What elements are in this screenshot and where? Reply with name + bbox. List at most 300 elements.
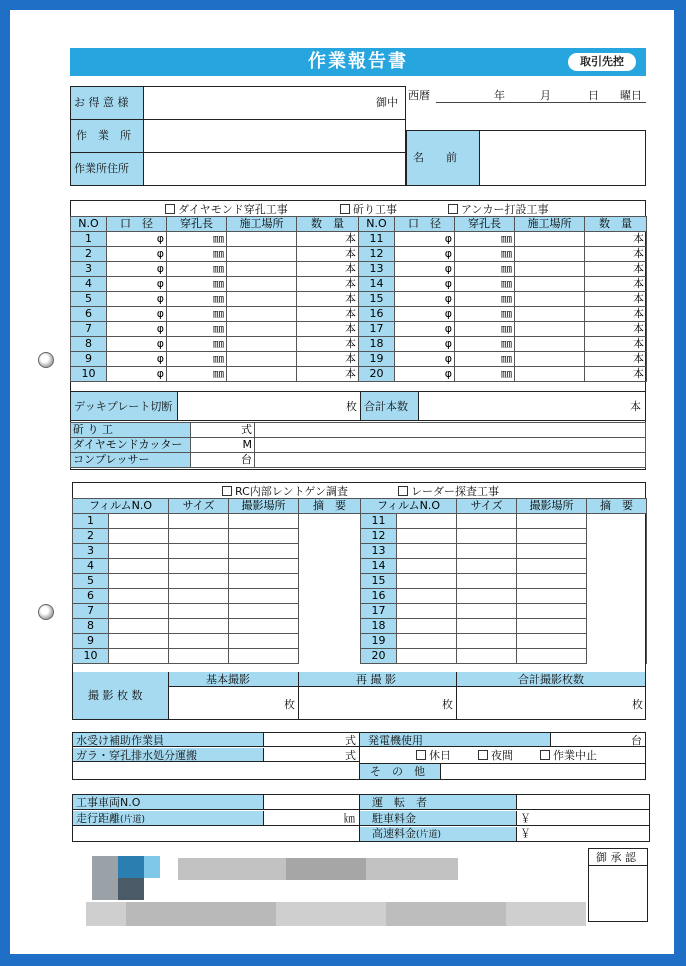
xray-table-row [73,649,647,664]
drill-row-number: 16 [359,307,395,322]
xray-film-field[interactable] [397,589,457,604]
drill-row-number: 12 [359,247,395,262]
xray-note-field[interactable] [587,649,647,664]
binder-hole-icon [38,604,54,620]
customer-suffix: 御中 [376,96,398,109]
checkbox-icon [398,486,408,496]
address-field[interactable] [143,153,405,185]
drill-column-header: 施工場所 [227,217,297,232]
xray-location-field[interactable] [229,589,299,604]
xray-size-field[interactable] [457,544,517,559]
drill-location-field[interactable] [227,292,297,307]
flag-night[interactable]: 夜間 [478,750,513,761]
car-label: 工事車両N.O [76,796,141,809]
drill-location-field[interactable] [227,307,297,322]
drill-location-field[interactable] [515,307,585,322]
drill-table-row [71,277,647,292]
drill-column-header: 施工場所 [515,217,585,232]
car-field[interactable] [263,795,359,810]
deck-field[interactable] [177,392,360,420]
drill-location-field[interactable] [515,277,585,292]
drill-table-row [71,322,647,337]
xray-row-number: 4 [73,559,109,574]
xray-film-field[interactable] [109,649,169,664]
xray-film-field[interactable] [397,544,457,559]
drill-table-header [71,217,647,232]
drill-location-field[interactable] [515,367,585,382]
drill-quantity-field[interactable]: 本 [297,247,359,262]
checkbox-icon [448,204,458,214]
drill-depth-field[interactable]: ㎜ [455,262,515,277]
xray-size-field[interactable] [169,619,229,634]
xray-size-field[interactable] [457,649,517,664]
drill-quantity-field[interactable]: 本 [297,292,359,307]
xray-size-field[interactable] [457,529,517,544]
drill-table-row [71,352,647,367]
xray-table-row [73,544,647,559]
xray-table-row [73,619,647,634]
drill-quantity-field[interactable]: 本 [585,262,647,277]
deck-label: デッキプレート切断 [74,400,173,413]
xray-note-field[interactable] [299,619,361,634]
xray-note-field[interactable] [299,589,361,604]
approval-label: 御 承 認 [596,851,636,864]
flag-stopped[interactable]: 作業中止 [540,750,597,761]
company-logo-blurred [86,848,586,928]
checkbox-icon [540,750,550,760]
drill-diameter-field[interactable]: φ [395,352,455,367]
drill-depth-field[interactable]: ㎜ [167,367,227,382]
checkbox-icon [222,486,232,496]
xray-size-field[interactable] [457,634,517,649]
drill-quantity-field[interactable]: 本 [585,277,647,292]
drill-depth-field[interactable]: ㎜ [455,307,515,322]
xray-location-field[interactable] [517,634,587,649]
drill-quantity-field[interactable]: 本 [585,337,647,352]
total-field[interactable] [418,392,645,420]
parking-yen: ￥ [520,812,531,825]
drill-row-number: 4 [71,277,107,292]
shot-total-field[interactable] [457,688,645,718]
customer-field[interactable] [143,87,405,119]
xray-note-field[interactable] [587,544,647,559]
drill-depth-field[interactable]: ㎜ [455,232,515,247]
xray-note-field[interactable] [587,589,647,604]
drill-depth-field[interactable]: ㎜ [167,277,227,292]
drill-diameter-field[interactable]: φ [395,262,455,277]
drill-location-field[interactable] [515,322,585,337]
drill-depth-field[interactable]: ㎜ [167,232,227,247]
xray-row-number: 14 [361,559,397,574]
xray-note-field[interactable] [587,529,647,544]
drill-table-row [71,292,647,307]
drill-depth-field[interactable]: ㎜ [167,337,227,352]
xray-row-number: 13 [361,544,397,559]
drill-option-diamond[interactable]: ダイヤモンド穿孔工事 [165,204,288,215]
xray-note-field[interactable] [587,559,647,574]
xray-location-field[interactable] [517,529,587,544]
xray-location-field[interactable] [229,514,299,529]
drill-depth-field[interactable]: ㎜ [167,307,227,322]
highway-field[interactable] [516,827,649,841]
drill-diameter-field[interactable]: φ [107,322,167,337]
drill-table-row [71,367,647,382]
shot-retake-label: 再 撮 影 [356,673,396,686]
xray-size-field[interactable] [457,604,517,619]
xray-table-row [73,589,647,604]
xray-location-field[interactable] [229,649,299,664]
drill-row-number: 6 [71,307,107,322]
xray-row-number: 20 [361,649,397,664]
xray-size-field[interactable] [169,649,229,664]
xray-film-field[interactable] [397,574,457,589]
drill-table-row [71,262,647,277]
xray-option-radar[interactable]: レーダー探査工事 [398,486,499,497]
xray-column-header: フィルムN.O [73,499,169,514]
drill-location-field[interactable] [515,352,585,367]
xray-size-field[interactable] [169,559,229,574]
drill-diameter-field[interactable]: φ [107,277,167,292]
drill-column-header: 口 径 [395,217,455,232]
water-label: 水受け補助作業員 [76,734,164,747]
extra-label: 斫 り 工 [71,423,191,438]
xray-row-number: 17 [361,604,397,619]
drill-quantity-field[interactable]: 本 [297,322,359,337]
xray-location-field[interactable] [229,559,299,574]
name-field[interactable] [479,131,645,185]
drill-diameter-field[interactable]: φ [107,247,167,262]
shot-total-label: 合計撮影枚数 [518,673,584,686]
drill-quantity-field[interactable]: 本 [585,322,647,337]
drill-depth-field[interactable]: ㎜ [455,322,515,337]
xray-note-field[interactable] [299,559,361,574]
drill-column-header: 穿孔長 [167,217,227,232]
drill-location-field[interactable] [515,292,585,307]
address-label: 作業所住所 [74,162,129,175]
highway-yen: ￥ [520,827,531,840]
xray-row-number: 5 [73,574,109,589]
drill-diameter-field[interactable]: φ [107,292,167,307]
date-era: 西暦 [408,89,430,102]
xray-location-field[interactable] [229,574,299,589]
xray-film-field[interactable] [397,529,457,544]
xray-size-field[interactable] [457,619,517,634]
xray-row-number: 2 [73,529,109,544]
xray-size-field[interactable] [457,574,517,589]
debris-unit: 式 [345,749,356,762]
page-title: 作業報告書 [308,51,408,72]
drill-depth-field[interactable]: ㎜ [167,247,227,262]
drill-depth-field[interactable]: ㎜ [455,277,515,292]
xray-film-field[interactable] [109,634,169,649]
drill-row-number: 13 [359,262,395,277]
drill-quantity-field[interactable]: 本 [297,337,359,352]
drill-depth-field[interactable]: ㎜ [455,247,515,262]
other-field[interactable] [440,764,645,779]
xray-size-field[interactable] [169,634,229,649]
xray-location-field[interactable] [517,559,587,574]
drill-diameter-field[interactable]: φ [395,307,455,322]
drill-diameter-field[interactable]: φ [107,232,167,247]
drill-location-field[interactable] [515,337,585,352]
drill-column-header: 数 量 [297,217,359,232]
xray-size-field[interactable] [169,514,229,529]
xray-film-field[interactable] [109,529,169,544]
extra-unit[interactable]: M [191,438,255,453]
drill-depth-field[interactable]: ㎜ [167,352,227,367]
date-day: 日 [588,89,599,102]
drill-table [70,216,647,382]
xray-row-number: 10 [73,649,109,664]
drill-location-field[interactable] [227,277,297,292]
date-month: 月 [540,89,551,102]
customer-label: お 得 意 様 [74,96,129,109]
xray-size-field[interactable] [169,604,229,619]
drill-quantity-field[interactable]: 本 [297,277,359,292]
drill-table-row [71,232,647,247]
drill-row-number: 9 [71,352,107,367]
drill-row-number: 2 [71,247,107,262]
drill-diameter-field[interactable]: φ [107,262,167,277]
drill-location-field[interactable] [227,337,297,352]
xray-film-field[interactable] [109,604,169,619]
checkbox-icon [165,204,175,214]
drill-row-number: 15 [359,292,395,307]
drill-depth-field[interactable]: ㎜ [167,322,227,337]
drill-depth-field[interactable]: ㎜ [455,292,515,307]
xray-film-field[interactable] [109,559,169,574]
drill-table-row [71,337,647,352]
extra-unit[interactable]: 台 [191,453,255,468]
distance-unit: ㎞ [344,812,355,825]
shot-retake-field[interactable] [299,688,456,718]
drill-row-number: 11 [359,232,395,247]
xray-row-number: 9 [73,634,109,649]
drill-diameter-field[interactable]: φ [395,322,455,337]
drill-quantity-field[interactable]: 本 [297,367,359,382]
xray-note-field[interactable] [587,619,647,634]
xray-size-field[interactable] [169,589,229,604]
xray-size-field[interactable] [169,544,229,559]
drill-depth-field[interactable]: ㎜ [455,352,515,367]
drill-row-number: 8 [71,337,107,352]
checkbox-icon [340,204,350,214]
xray-row-number: 11 [361,514,397,529]
xray-location-field[interactable] [229,544,299,559]
drill-location-field[interactable] [227,352,297,367]
xray-location-field[interactable] [517,514,587,529]
xray-note-field[interactable] [587,604,647,619]
parking-label: 駐車料金 [372,812,416,825]
drill-diameter-field[interactable]: φ [395,232,455,247]
drill-column-header: N.O [71,217,107,232]
drill-row-number: 3 [71,262,107,277]
xray-column-header: 摘 要 [587,499,647,514]
xray-column-header: フィルムN.O [361,499,457,514]
drill-quantity-field[interactable]: 本 [585,232,647,247]
xray-note-field[interactable] [587,514,647,529]
drill-quantity-field[interactable]: 本 [297,307,359,322]
other-label: そ の 他 [370,765,425,778]
xray-row-number: 8 [73,619,109,634]
xray-column-header: サイズ [457,499,517,514]
drill-quantity-field[interactable]: 本 [585,247,647,262]
xray-table-row [73,604,647,619]
drill-row-number: 14 [359,277,395,292]
xray-film-field[interactable] [397,619,457,634]
drill-row-number: 17 [359,322,395,337]
extras-row [71,423,646,438]
xray-note-field[interactable] [299,634,361,649]
drill-diameter-field[interactable]: φ [107,307,167,322]
drill-row-number: 10 [71,367,107,382]
drill-column-header: 口 径 [107,217,167,232]
drill-row-number: 18 [359,337,395,352]
xray-note-field[interactable] [587,574,647,589]
drill-depth-field[interactable]: ㎜ [455,337,515,352]
xray-location-field[interactable] [517,574,587,589]
drill-quantity-field[interactable]: 本 [585,367,647,382]
xray-table-row [73,559,647,574]
xray-location-field[interactable] [517,604,587,619]
drill-depth-field[interactable]: ㎜ [167,292,227,307]
xray-table-row [73,529,647,544]
extra-value-field[interactable] [255,438,646,453]
xray-row-number: 12 [361,529,397,544]
xray-note-field[interactable] [299,604,361,619]
drill-location-field[interactable] [227,367,297,382]
date-weekday: 曜日 [620,89,642,102]
drill-diameter-field[interactable]: φ [107,337,167,352]
xray-film-field[interactable] [109,544,169,559]
site-field[interactable] [143,120,405,152]
xray-row-number: 19 [361,634,397,649]
water-unit: 式 [345,734,356,747]
xray-location-field[interactable] [229,604,299,619]
drill-location-field[interactable] [515,262,585,277]
xray-table-header [73,499,647,514]
shot-retake-unit: 枚 [442,698,453,711]
drill-location-field[interactable] [227,247,297,262]
xray-film-field[interactable] [109,514,169,529]
drill-column-header: 穿孔長 [455,217,515,232]
drill-diameter-field[interactable]: φ [107,352,167,367]
drill-quantity-field[interactable]: 本 [297,262,359,277]
drill-column-header: N.O [359,217,395,232]
xray-size-field[interactable] [169,574,229,589]
total-label: 合計本数 [364,400,408,413]
drill-location-field[interactable] [227,262,297,277]
drill-diameter-field[interactable]: φ [395,247,455,262]
drill-column-header: 数 量 [585,217,647,232]
xray-film-field[interactable] [397,649,457,664]
approval-stamp-field[interactable] [589,866,647,921]
extras-row [71,438,646,453]
xray-row-number: 18 [361,619,397,634]
xray-location-field[interactable] [229,634,299,649]
xray-film-field[interactable] [397,634,457,649]
drill-diameter-field[interactable]: φ [395,292,455,307]
shot-basic-field[interactable] [170,688,298,718]
driver-field[interactable] [516,795,649,810]
xray-note-field[interactable] [299,649,361,664]
checkbox-icon [478,750,488,760]
xray-film-field[interactable] [397,604,457,619]
extras-row [71,453,646,468]
xray-film-field[interactable] [109,619,169,634]
shot-basic-unit: 枚 [284,698,295,711]
xray-location-field[interactable] [229,619,299,634]
drill-location-field[interactable] [515,247,585,262]
drill-diameter-field[interactable]: φ [107,367,167,382]
drill-depth-field[interactable]: ㎜ [167,262,227,277]
xray-option-rc[interactable]: RC内部レントゲン調査 [222,486,348,497]
xray-film-field[interactable] [109,574,169,589]
drill-diameter-field[interactable]: φ [395,337,455,352]
drill-location-field[interactable] [227,322,297,337]
extra-value-field[interactable] [255,423,646,438]
debris-label: ガラ・穿孔排水処分運搬 [76,749,197,762]
xray-location-field[interactable] [517,619,587,634]
xray-table-row [73,634,647,649]
highway-label: 高速料金(片道) [372,827,442,840]
drill-depth-field[interactable]: ㎜ [455,367,515,382]
drill-quantity-field[interactable]: 本 [297,232,359,247]
xray-column-header: サイズ [169,499,229,514]
drill-option-chipping[interactable]: 斫り工事 [340,204,397,215]
drill-quantity-field[interactable]: 本 [297,352,359,367]
drill-diameter-field[interactable]: φ [395,367,455,382]
copy-type-badge: 取引先控 [568,53,636,71]
drill-location-field[interactable] [227,232,297,247]
xray-size-field[interactable] [169,529,229,544]
xray-film-field[interactable] [109,589,169,604]
drill-option-anchor[interactable]: アンカー打設工事 [448,204,549,215]
xray-row-number: 1 [73,514,109,529]
xray-size-field[interactable] [457,559,517,574]
xray-note-field[interactable] [299,514,361,529]
xray-film-field[interactable] [397,514,457,529]
date-field[interactable] [436,102,646,103]
xray-size-field[interactable] [457,514,517,529]
xray-location-field[interactable] [229,529,299,544]
xray-location-field[interactable] [517,649,587,664]
flag-holiday[interactable]: 休日 [416,750,451,761]
xray-location-field[interactable] [517,544,587,559]
drill-quantity-field[interactable]: 本 [585,352,647,367]
xray-film-field[interactable] [397,559,457,574]
drill-location-field[interactable] [515,232,585,247]
xray-note-field[interactable] [299,544,361,559]
drill-quantity-field[interactable]: 本 [585,292,647,307]
xray-column-header: 摘 要 [299,499,361,514]
xray-note-field[interactable] [587,634,647,649]
xray-location-field[interactable] [517,589,587,604]
drill-diameter-field[interactable]: φ [395,277,455,292]
xray-row-number: 7 [73,604,109,619]
xray-size-field[interactable] [457,589,517,604]
drill-quantity-field[interactable]: 本 [585,307,647,322]
extra-label: コンプレッサー [71,453,191,468]
xray-note-field[interactable] [299,529,361,544]
xray-note-field[interactable] [299,574,361,589]
drill-row-number: 1 [71,232,107,247]
parking-field[interactable] [516,811,649,826]
xray-row-number: 6 [73,589,109,604]
extra-value-field[interactable] [255,453,646,468]
site-label: 作 業 所 [76,129,131,142]
extra-unit[interactable]: 式 [191,423,255,438]
